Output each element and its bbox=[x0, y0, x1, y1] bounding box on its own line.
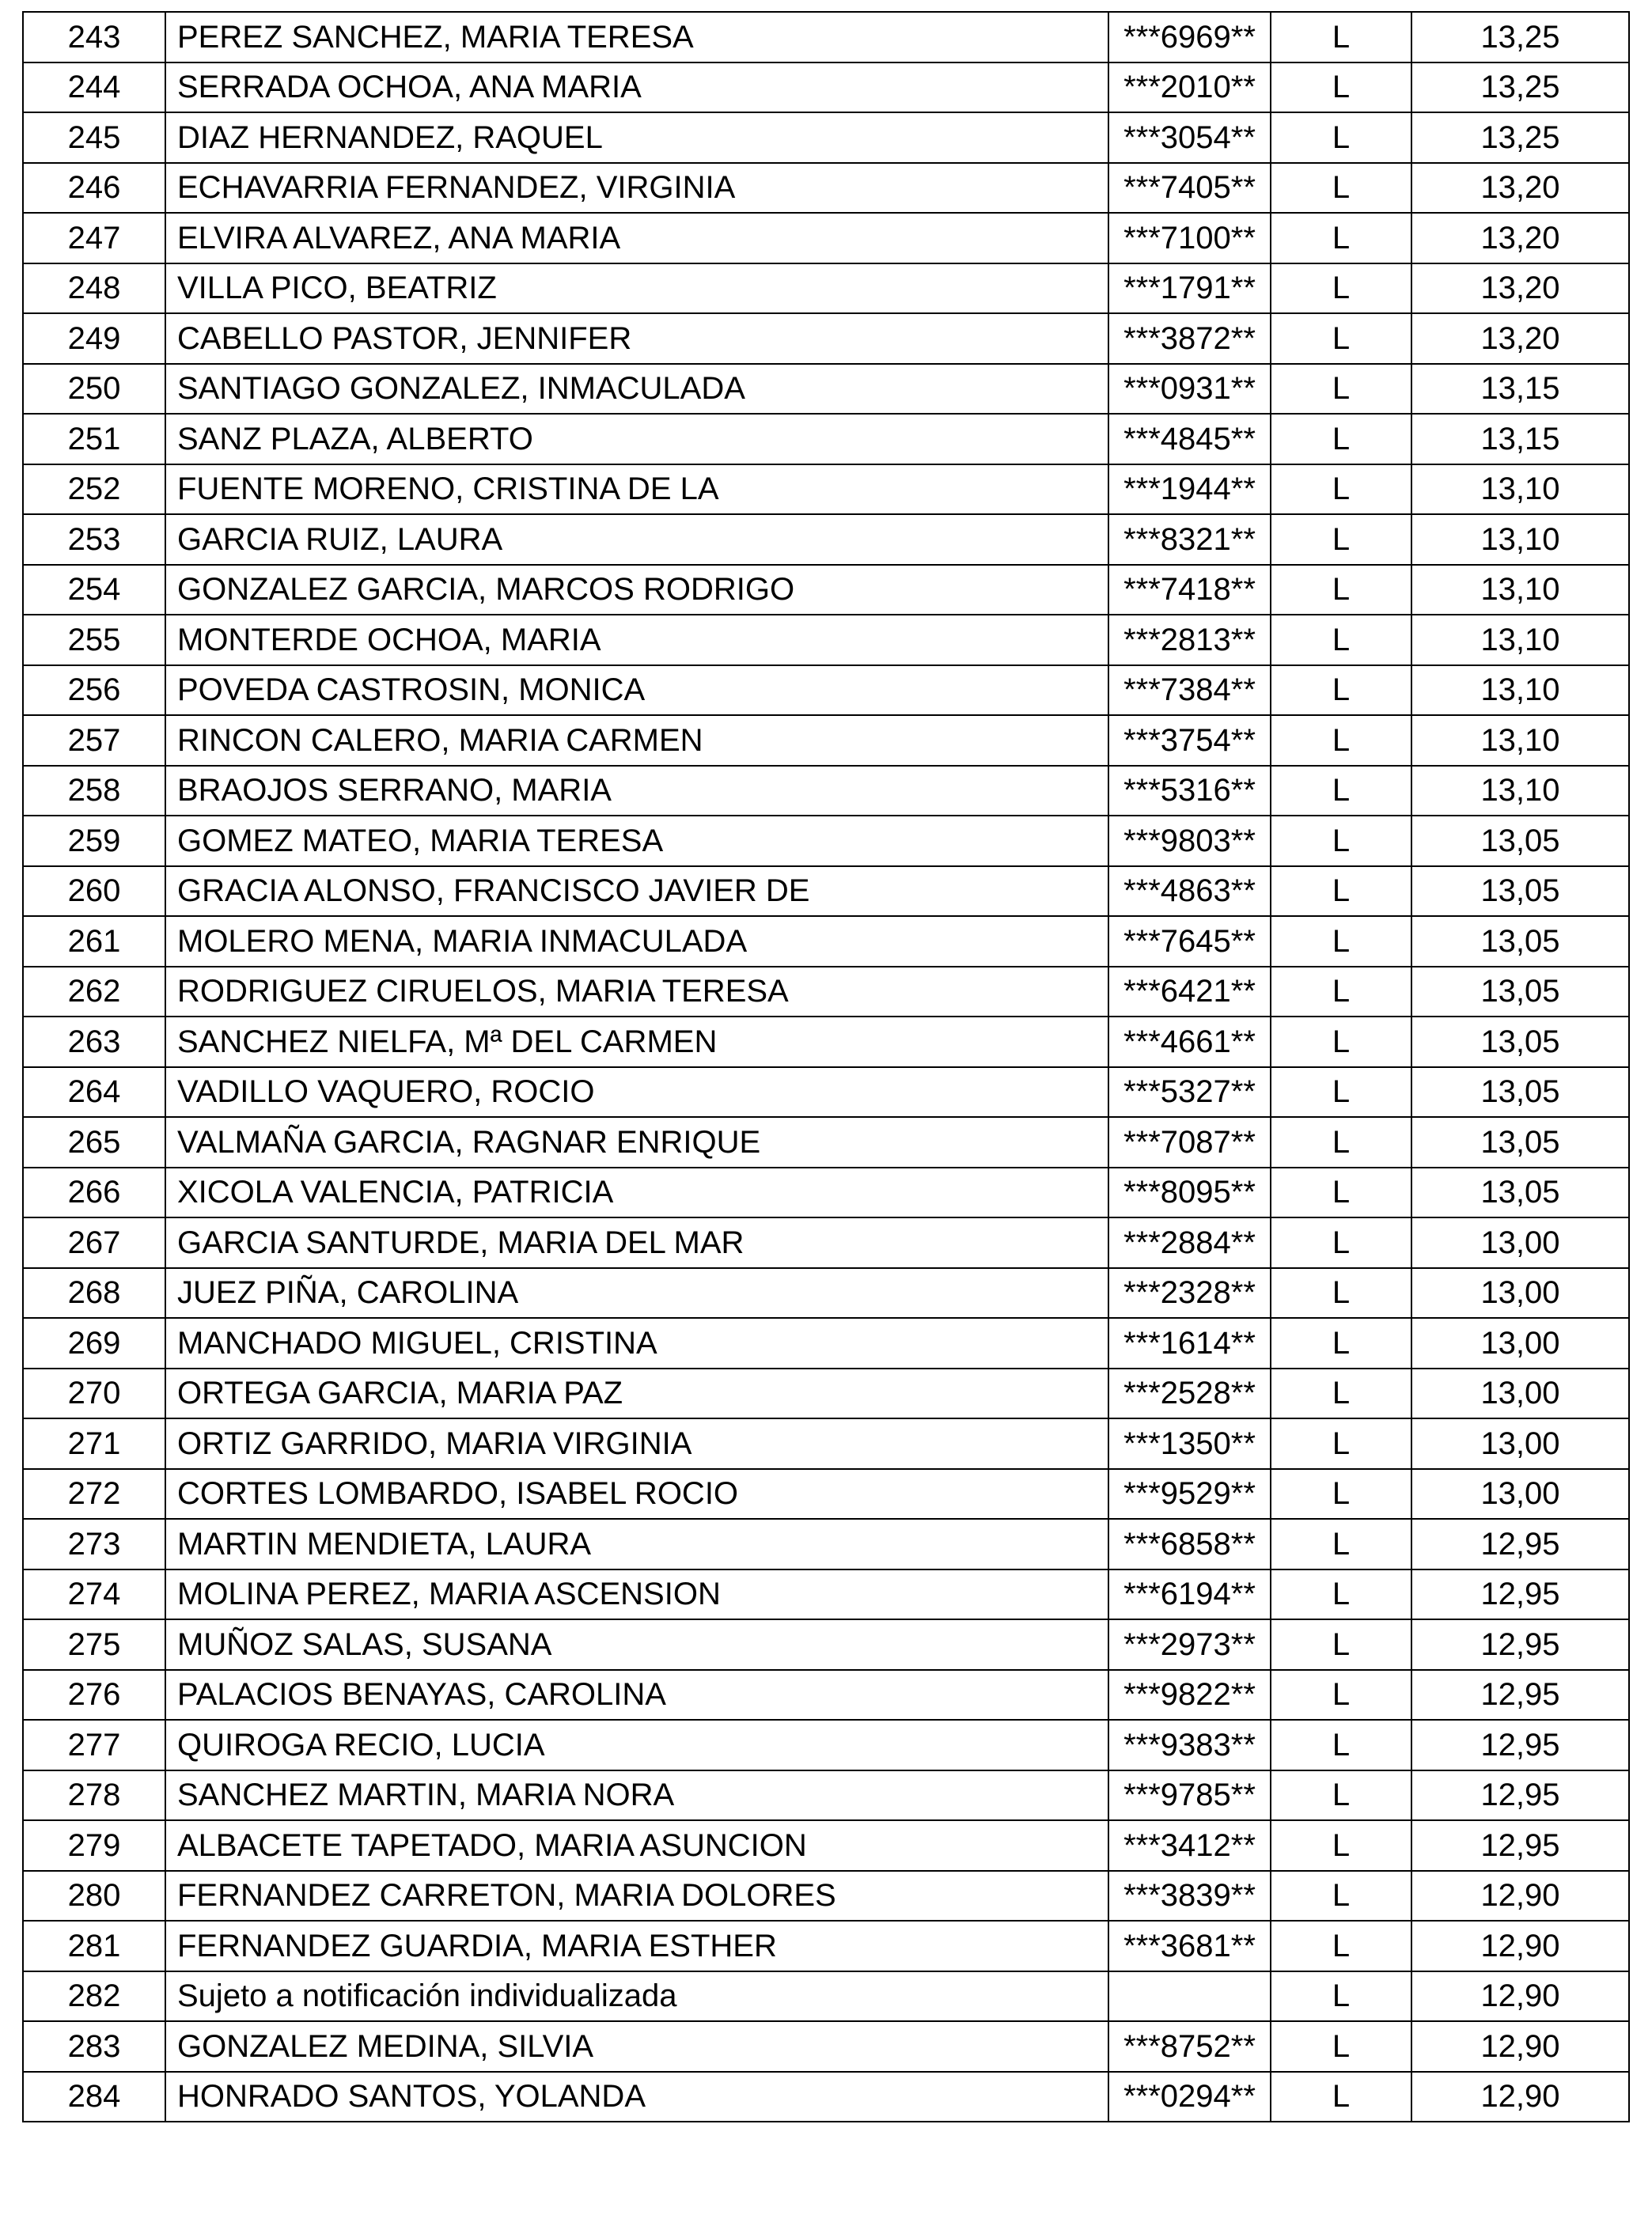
row-number-cell: 262 bbox=[23, 967, 165, 1017]
access-type-cell: L bbox=[1271, 1217, 1411, 1268]
row-number-cell: 276 bbox=[23, 1670, 165, 1721]
row-number-cell: 269 bbox=[23, 1318, 165, 1369]
row-number-cell: 273 bbox=[23, 1519, 165, 1569]
masked-id-cell: ***4863** bbox=[1108, 866, 1271, 917]
row-number-cell: 267 bbox=[23, 1217, 165, 1268]
table-row bbox=[23, 62, 1629, 113]
access-type-cell: L bbox=[1271, 514, 1411, 565]
row-number-cell: 253 bbox=[23, 514, 165, 565]
table-row bbox=[23, 163, 1629, 214]
access-type-cell: L bbox=[1271, 1418, 1411, 1469]
access-type-cell: L bbox=[1271, 1017, 1411, 1067]
masked-id-cell: ***4661** bbox=[1108, 1017, 1271, 1067]
candidate-name-cell: FERNANDEZ GUARDIA, MARIA ESTHER bbox=[165, 1921, 1108, 1971]
candidate-name-cell: XICOLA VALENCIA, PATRICIA bbox=[165, 1168, 1108, 1218]
masked-id-cell: ***5316** bbox=[1108, 766, 1271, 816]
masked-id-cell: ***1350** bbox=[1108, 1418, 1271, 1469]
table-row bbox=[23, 565, 1629, 615]
access-type-cell: L bbox=[1271, 112, 1411, 163]
row-number-cell: 246 bbox=[23, 163, 165, 214]
table-row bbox=[23, 766, 1629, 816]
access-type-cell: L bbox=[1271, 766, 1411, 816]
row-number-cell: 248 bbox=[23, 263, 165, 314]
access-type-cell: L bbox=[1271, 715, 1411, 766]
table-row bbox=[23, 1770, 1629, 1821]
score-cell: 13,20 bbox=[1411, 213, 1629, 263]
candidates-table bbox=[22, 11, 1630, 2122]
table-row bbox=[23, 12, 1629, 62]
table-body bbox=[23, 12, 1629, 2122]
masked-id-cell: ***3054** bbox=[1108, 112, 1271, 163]
access-type-cell: L bbox=[1271, 866, 1411, 917]
table-row bbox=[23, 1619, 1629, 1670]
candidate-name-cell: JUEZ PIÑA, CAROLINA bbox=[165, 1268, 1108, 1319]
masked-id-cell: ***3681** bbox=[1108, 1921, 1271, 1971]
row-number-cell: 279 bbox=[23, 1820, 165, 1871]
score-cell: 12,90 bbox=[1411, 1971, 1629, 2022]
access-type-cell: L bbox=[1271, 1168, 1411, 1218]
access-type-cell: L bbox=[1271, 1369, 1411, 1419]
score-cell: 12,95 bbox=[1411, 1720, 1629, 1770]
candidate-name-cell: ECHAVARRIA FERNANDEZ, VIRGINIA bbox=[165, 163, 1108, 214]
score-cell: 12,95 bbox=[1411, 1770, 1629, 1821]
score-cell: 13,10 bbox=[1411, 615, 1629, 665]
masked-id-cell: ***5327** bbox=[1108, 1067, 1271, 1118]
candidate-name-cell: DIAZ HERNANDEZ, RAQUEL bbox=[165, 112, 1108, 163]
table-row bbox=[23, 1569, 1629, 1620]
row-number-cell: 255 bbox=[23, 615, 165, 665]
access-type-cell: L bbox=[1271, 1921, 1411, 1971]
score-cell: 13,20 bbox=[1411, 263, 1629, 314]
candidate-name-cell: MARTIN MENDIETA, LAURA bbox=[165, 1519, 1108, 1569]
row-number-cell: 243 bbox=[23, 12, 165, 62]
access-type-cell: L bbox=[1271, 1619, 1411, 1670]
score-cell: 13,10 bbox=[1411, 514, 1629, 565]
candidate-name-cell: CABELLO PASTOR, JENNIFER bbox=[165, 313, 1108, 364]
table-row bbox=[23, 1217, 1629, 1268]
access-type-cell: L bbox=[1271, 1268, 1411, 1319]
table-row bbox=[23, 1369, 1629, 1419]
masked-id-cell: ***6858** bbox=[1108, 1519, 1271, 1569]
score-cell: 12,90 bbox=[1411, 1871, 1629, 1922]
masked-id-cell: ***2813** bbox=[1108, 615, 1271, 665]
row-number-cell: 257 bbox=[23, 715, 165, 766]
candidate-name-cell: GONZALEZ MEDINA, SILVIA bbox=[165, 2021, 1108, 2072]
access-type-cell: L bbox=[1271, 12, 1411, 62]
masked-id-cell: ***2973** bbox=[1108, 1619, 1271, 1670]
score-cell: 12,90 bbox=[1411, 2072, 1629, 2122]
candidate-name-cell: Sujeto a notificación individualizada bbox=[165, 1971, 1108, 2022]
row-number-cell: 282 bbox=[23, 1971, 165, 2022]
table-row bbox=[23, 1318, 1629, 1369]
candidate-name-cell: SANZ PLAZA, ALBERTO bbox=[165, 414, 1108, 464]
score-cell: 12,95 bbox=[1411, 1569, 1629, 1620]
masked-id-cell: ***9383** bbox=[1108, 1720, 1271, 1770]
score-cell: 13,05 bbox=[1411, 1117, 1629, 1168]
score-cell: 13,25 bbox=[1411, 62, 1629, 113]
candidate-name-cell: GARCIA RUIZ, LAURA bbox=[165, 514, 1108, 565]
candidate-name-cell: HONRADO SANTOS, YOLANDA bbox=[165, 2072, 1108, 2122]
masked-id-cell: ***8321** bbox=[1108, 514, 1271, 565]
table-row bbox=[23, 2072, 1629, 2122]
row-number-cell: 249 bbox=[23, 313, 165, 364]
access-type-cell: L bbox=[1271, 1971, 1411, 2022]
score-cell: 13,10 bbox=[1411, 464, 1629, 515]
access-type-cell: L bbox=[1271, 2072, 1411, 2122]
table-row bbox=[23, 1017, 1629, 1067]
table-row bbox=[23, 364, 1629, 415]
masked-id-cell: ***3754** bbox=[1108, 715, 1271, 766]
access-type-cell: L bbox=[1271, 1871, 1411, 1922]
masked-id-cell: ***6421** bbox=[1108, 967, 1271, 1017]
candidate-name-cell: MOLINA PEREZ, MARIA ASCENSION bbox=[165, 1569, 1108, 1620]
table-row bbox=[23, 313, 1629, 364]
table-row bbox=[23, 615, 1629, 665]
table-row bbox=[23, 1117, 1629, 1168]
access-type-cell: L bbox=[1271, 1720, 1411, 1770]
row-number-cell: 245 bbox=[23, 112, 165, 163]
masked-id-cell bbox=[1108, 1971, 1271, 2022]
score-cell: 13,05 bbox=[1411, 916, 1629, 967]
masked-id-cell: ***2010** bbox=[1108, 62, 1271, 113]
access-type-cell: L bbox=[1271, 213, 1411, 263]
score-cell: 13,15 bbox=[1411, 414, 1629, 464]
row-number-cell: 270 bbox=[23, 1369, 165, 1419]
score-cell: 12,90 bbox=[1411, 1921, 1629, 1971]
candidate-name-cell: GARCIA SANTURDE, MARIA DEL MAR bbox=[165, 1217, 1108, 1268]
row-number-cell: 258 bbox=[23, 766, 165, 816]
access-type-cell: L bbox=[1271, 665, 1411, 716]
masked-id-cell: ***4845** bbox=[1108, 414, 1271, 464]
table-row bbox=[23, 665, 1629, 716]
row-number-cell: 271 bbox=[23, 1418, 165, 1469]
candidate-name-cell: FERNANDEZ CARRETON, MARIA DOLORES bbox=[165, 1871, 1108, 1922]
masked-id-cell: ***1791** bbox=[1108, 263, 1271, 314]
score-cell: 13,05 bbox=[1411, 1168, 1629, 1218]
candidate-name-cell: ALBACETE TAPETADO, MARIA ASUNCION bbox=[165, 1820, 1108, 1871]
score-cell: 13,00 bbox=[1411, 1469, 1629, 1520]
table-row bbox=[23, 1519, 1629, 1569]
row-number-cell: 254 bbox=[23, 565, 165, 615]
row-number-cell: 278 bbox=[23, 1770, 165, 1821]
access-type-cell: L bbox=[1271, 916, 1411, 967]
masked-id-cell: ***9803** bbox=[1108, 816, 1271, 866]
score-cell: 13,10 bbox=[1411, 665, 1629, 716]
row-number-cell: 260 bbox=[23, 866, 165, 917]
score-cell: 13,20 bbox=[1411, 163, 1629, 214]
row-number-cell: 244 bbox=[23, 62, 165, 113]
candidate-name-cell: RODRIGUEZ CIRUELOS, MARIA TERESA bbox=[165, 967, 1108, 1017]
candidate-name-cell: ORTEGA GARCIA, MARIA PAZ bbox=[165, 1369, 1108, 1419]
access-type-cell: L bbox=[1271, 1469, 1411, 1520]
masked-id-cell: ***7100** bbox=[1108, 213, 1271, 263]
access-type-cell: L bbox=[1271, 364, 1411, 415]
masked-id-cell: ***6969** bbox=[1108, 12, 1271, 62]
score-cell: 13,05 bbox=[1411, 1067, 1629, 1118]
access-type-cell: L bbox=[1271, 967, 1411, 1017]
access-type-cell: L bbox=[1271, 1519, 1411, 1569]
row-number-cell: 268 bbox=[23, 1268, 165, 1319]
access-type-cell: L bbox=[1271, 1820, 1411, 1871]
candidate-name-cell: ORTIZ GARRIDO, MARIA VIRGINIA bbox=[165, 1418, 1108, 1469]
score-cell: 13,10 bbox=[1411, 565, 1629, 615]
candidate-name-cell: QUIROGA RECIO, LUCIA bbox=[165, 1720, 1108, 1770]
access-type-cell: L bbox=[1271, 565, 1411, 615]
table-row bbox=[23, 816, 1629, 866]
score-cell: 13,00 bbox=[1411, 1268, 1629, 1319]
row-number-cell: 263 bbox=[23, 1017, 165, 1067]
row-number-cell: 264 bbox=[23, 1067, 165, 1118]
access-type-cell: L bbox=[1271, 163, 1411, 214]
row-number-cell: 283 bbox=[23, 2021, 165, 2072]
table-row bbox=[23, 2021, 1629, 2072]
masked-id-cell: ***7405** bbox=[1108, 163, 1271, 214]
candidate-name-cell: SANCHEZ NIELFA, Mª DEL CARMEN bbox=[165, 1017, 1108, 1067]
row-number-cell: 275 bbox=[23, 1619, 165, 1670]
candidate-name-cell: POVEDA CASTROSIN, MONICA bbox=[165, 665, 1108, 716]
score-cell: 12,95 bbox=[1411, 1619, 1629, 1670]
candidate-name-cell: SERRADA OCHOA, ANA MARIA bbox=[165, 62, 1108, 113]
table-row bbox=[23, 1871, 1629, 1922]
access-type-cell: L bbox=[1271, 313, 1411, 364]
candidate-name-cell: MOLERO MENA, MARIA INMACULADA bbox=[165, 916, 1108, 967]
candidate-name-cell: MONTERDE OCHOA, MARIA bbox=[165, 615, 1108, 665]
access-type-cell: L bbox=[1271, 2021, 1411, 2072]
table-row bbox=[23, 1268, 1629, 1319]
table-row bbox=[23, 1820, 1629, 1871]
score-cell: 12,95 bbox=[1411, 1670, 1629, 1721]
score-cell: 13,25 bbox=[1411, 112, 1629, 163]
access-type-cell: L bbox=[1271, 414, 1411, 464]
score-cell: 13,00 bbox=[1411, 1217, 1629, 1268]
candidate-name-cell: PEREZ SANCHEZ, MARIA TERESA bbox=[165, 12, 1108, 62]
table-row bbox=[23, 967, 1629, 1017]
table-row bbox=[23, 464, 1629, 515]
candidate-name-cell: BRAOJOS SERRANO, MARIA bbox=[165, 766, 1108, 816]
access-type-cell: L bbox=[1271, 62, 1411, 113]
row-number-cell: 265 bbox=[23, 1117, 165, 1168]
row-number-cell: 259 bbox=[23, 816, 165, 866]
row-number-cell: 272 bbox=[23, 1469, 165, 1520]
table-row bbox=[23, 414, 1629, 464]
access-type-cell: L bbox=[1271, 1670, 1411, 1721]
score-cell: 13,00 bbox=[1411, 1369, 1629, 1419]
masked-id-cell: ***7087** bbox=[1108, 1117, 1271, 1168]
candidate-name-cell: PALACIOS BENAYAS, CAROLINA bbox=[165, 1670, 1108, 1721]
table-row bbox=[23, 916, 1629, 967]
candidate-name-cell: SANTIAGO GONZALEZ, INMACULADA bbox=[165, 364, 1108, 415]
masked-id-cell: ***0931** bbox=[1108, 364, 1271, 415]
access-type-cell: L bbox=[1271, 263, 1411, 314]
score-cell: 13,05 bbox=[1411, 816, 1629, 866]
score-cell: 13,00 bbox=[1411, 1318, 1629, 1369]
score-cell: 12,95 bbox=[1411, 1519, 1629, 1569]
masked-id-cell: ***2328** bbox=[1108, 1268, 1271, 1319]
masked-id-cell: ***3872** bbox=[1108, 313, 1271, 364]
score-cell: 13,00 bbox=[1411, 1418, 1629, 1469]
access-type-cell: L bbox=[1271, 1117, 1411, 1168]
masked-id-cell: ***8752** bbox=[1108, 2021, 1271, 2072]
score-cell: 13,05 bbox=[1411, 1017, 1629, 1067]
masked-id-cell: ***7384** bbox=[1108, 665, 1271, 716]
candidate-name-cell: FUENTE MORENO, CRISTINA DE LA bbox=[165, 464, 1108, 515]
access-type-cell: L bbox=[1271, 1067, 1411, 1118]
candidate-name-cell: SANCHEZ MARTIN, MARIA NORA bbox=[165, 1770, 1108, 1821]
table-row bbox=[23, 1971, 1629, 2022]
score-cell: 13,10 bbox=[1411, 715, 1629, 766]
row-number-cell: 256 bbox=[23, 665, 165, 716]
access-type-cell: L bbox=[1271, 1770, 1411, 1821]
candidate-name-cell: RINCON CALERO, MARIA CARMEN bbox=[165, 715, 1108, 766]
masked-id-cell: ***1944** bbox=[1108, 464, 1271, 515]
row-number-cell: 274 bbox=[23, 1569, 165, 1620]
score-cell: 13,10 bbox=[1411, 766, 1629, 816]
masked-id-cell: ***7418** bbox=[1108, 565, 1271, 615]
table-row bbox=[23, 1067, 1629, 1118]
candidate-name-cell: MUÑOZ SALAS, SUSANA bbox=[165, 1619, 1108, 1670]
table-row bbox=[23, 1469, 1629, 1520]
access-type-cell: L bbox=[1271, 1318, 1411, 1369]
table-row bbox=[23, 1720, 1629, 1770]
row-number-cell: 247 bbox=[23, 213, 165, 263]
row-number-cell: 277 bbox=[23, 1720, 165, 1770]
table-row bbox=[23, 1418, 1629, 1469]
access-type-cell: L bbox=[1271, 816, 1411, 866]
score-cell: 12,90 bbox=[1411, 2021, 1629, 2072]
row-number-cell: 250 bbox=[23, 364, 165, 415]
candidate-name-cell: VALMAÑA GARCIA, RAGNAR ENRIQUE bbox=[165, 1117, 1108, 1168]
masked-id-cell: ***1614** bbox=[1108, 1318, 1271, 1369]
table-row bbox=[23, 1670, 1629, 1721]
masked-id-cell: ***0294** bbox=[1108, 2072, 1271, 2122]
masked-id-cell: ***3412** bbox=[1108, 1820, 1271, 1871]
candidate-name-cell: VILLA PICO, BEATRIZ bbox=[165, 263, 1108, 314]
access-type-cell: L bbox=[1271, 1569, 1411, 1620]
access-type-cell: L bbox=[1271, 464, 1411, 515]
table-row bbox=[23, 1168, 1629, 1218]
candidate-name-cell: GOMEZ MATEO, MARIA TERESA bbox=[165, 816, 1108, 866]
score-cell: 13,05 bbox=[1411, 967, 1629, 1017]
score-cell: 13,25 bbox=[1411, 12, 1629, 62]
table-row bbox=[23, 715, 1629, 766]
score-cell: 13,05 bbox=[1411, 866, 1629, 917]
candidate-name-cell: ELVIRA ALVAREZ, ANA MARIA bbox=[165, 213, 1108, 263]
access-type-cell: L bbox=[1271, 615, 1411, 665]
masked-id-cell: ***6194** bbox=[1108, 1569, 1271, 1620]
masked-id-cell: ***2528** bbox=[1108, 1369, 1271, 1419]
score-cell: 13,20 bbox=[1411, 313, 1629, 364]
candidate-name-cell: CORTES LOMBARDO, ISABEL ROCIO bbox=[165, 1469, 1108, 1520]
masked-id-cell: ***9785** bbox=[1108, 1770, 1271, 1821]
table-row bbox=[23, 112, 1629, 163]
masked-id-cell: ***8095** bbox=[1108, 1168, 1271, 1218]
masked-id-cell: ***9529** bbox=[1108, 1469, 1271, 1520]
candidate-name-cell: MANCHADO MIGUEL, CRISTINA bbox=[165, 1318, 1108, 1369]
table-row bbox=[23, 213, 1629, 263]
table-row bbox=[23, 866, 1629, 917]
row-number-cell: 252 bbox=[23, 464, 165, 515]
candidate-name-cell: GRACIA ALONSO, FRANCISCO JAVIER DE bbox=[165, 866, 1108, 917]
score-cell: 12,95 bbox=[1411, 1820, 1629, 1871]
row-number-cell: 284 bbox=[23, 2072, 165, 2122]
candidate-name-cell: GONZALEZ GARCIA, MARCOS RODRIGO bbox=[165, 565, 1108, 615]
masked-id-cell: ***9822** bbox=[1108, 1670, 1271, 1721]
table-row bbox=[23, 1921, 1629, 1971]
score-cell: 13,15 bbox=[1411, 364, 1629, 415]
masked-id-cell: ***3839** bbox=[1108, 1871, 1271, 1922]
row-number-cell: 281 bbox=[23, 1921, 165, 1971]
table-row bbox=[23, 514, 1629, 565]
row-number-cell: 266 bbox=[23, 1168, 165, 1218]
masked-id-cell: ***2884** bbox=[1108, 1217, 1271, 1268]
masked-id-cell: ***7645** bbox=[1108, 916, 1271, 967]
table-row bbox=[23, 263, 1629, 314]
row-number-cell: 280 bbox=[23, 1871, 165, 1922]
row-number-cell: 251 bbox=[23, 414, 165, 464]
candidate-name-cell: VADILLO VAQUERO, ROCIO bbox=[165, 1067, 1108, 1118]
row-number-cell: 261 bbox=[23, 916, 165, 967]
